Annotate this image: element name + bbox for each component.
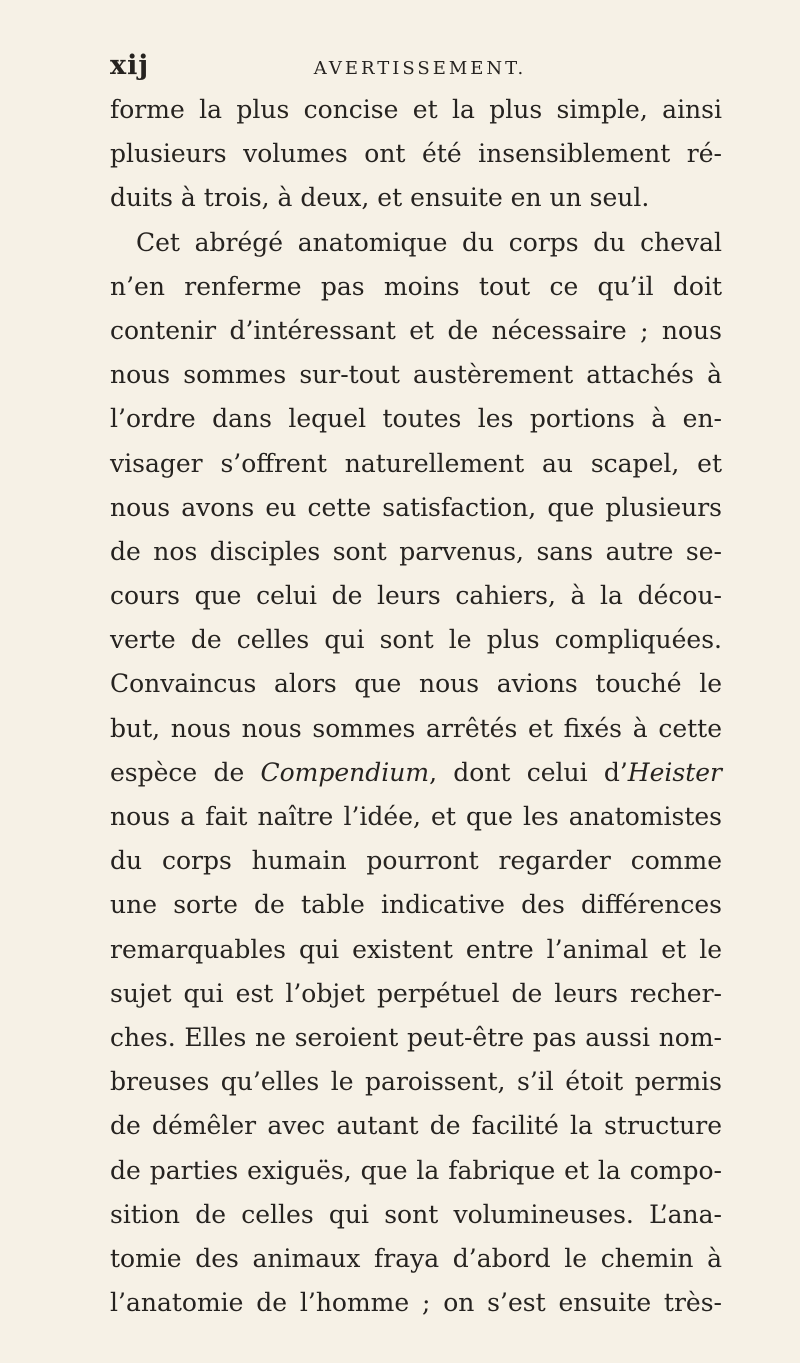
text-line-4: Cet abrégé anatomique du corps du cheval <box>136 227 722 257</box>
text-line-27: tomie des animaux fraya d’abord le chemin à <box>110 1243 722 1273</box>
text-line-28: l’anatomie de l’homme ; on s’est ensuite très- <box>110 1288 722 1318</box>
text-line-7: nous sommes sur-tout austèrement attachés à <box>110 360 722 390</box>
text-line-1: forme la plus concise et la plus simple, ainsi <box>110 95 722 124</box>
text-line-16-before: espèce de <box>110 757 261 787</box>
text-line-14: Convaincus alors que nous avions touché le <box>110 669 722 699</box>
text-line-13: verte de celles qui sont le plus compliquées. <box>110 625 722 655</box>
text-line-26: sition de celles qui sont volumineuses. L’ana- <box>110 1199 722 1229</box>
running-head: AVERTISSEMENT. <box>313 58 527 79</box>
text-line-20: remarquables qui existent entre l’animal et le <box>110 934 722 964</box>
text-line-23: breuses qu’elles le paroissent, s’il étoit permis <box>110 1067 722 1097</box>
text-line-5: n’en renferme pas moins tout ce qu’il doit <box>110 271 722 301</box>
text-line-9: visager s’offrent naturellement au scapel, et <box>110 448 722 478</box>
text-line-2: plusieurs volumes ont été insensiblement ré- <box>110 139 722 169</box>
page-header <box>110 50 730 90</box>
text-line-8: l’ordre dans lequel toutes les portions à en- <box>110 404 722 434</box>
text-line-21: sujet qui est l’objet perpétuel de leurs recher- <box>110 978 722 1008</box>
text-line-22: ches. Elles ne seroient peut-être pas aussi nom- <box>110 1022 722 1052</box>
text-line-17: nous a fait naître l’idée, et que les anatomistes <box>110 802 722 831</box>
text-line-16-middle: , dont celui d’ <box>429 757 628 787</box>
italic-compendium: Compendium <box>260 757 430 787</box>
text-line-11: de nos disciples sont parvenus, sans autre se- <box>110 536 722 566</box>
italic-heister: Heister <box>627 757 723 787</box>
page-number: xij <box>110 50 150 81</box>
text-line-25: de parties exiguës, que la fabrique et la compo- <box>110 1155 722 1185</box>
text-line-18: du corps humain pourront regarder comme <box>110 846 722 876</box>
body-text <box>110 88 722 1325</box>
text-line-6: contenir d’intéressant et de nécessaire ; nous <box>110 315 722 345</box>
text-line-24: de démêler avec autant de facilité la structure <box>110 1111 722 1141</box>
text-line-16 <box>110 751 722 795</box>
text-line-3: duits à trois, à deux, et ensuite en un seul. <box>110 183 650 213</box>
text-line-12: cours que celui de leurs cahiers, à la décou- <box>110 581 722 611</box>
text-line-19: une sorte de table indicative des différences <box>110 890 722 920</box>
text-line-15: but, nous nous sommes arrêtés et fixés à cette <box>110 713 722 743</box>
text-line-10: nous avons eu cette satisfaction, que plusieurs <box>110 492 722 522</box>
